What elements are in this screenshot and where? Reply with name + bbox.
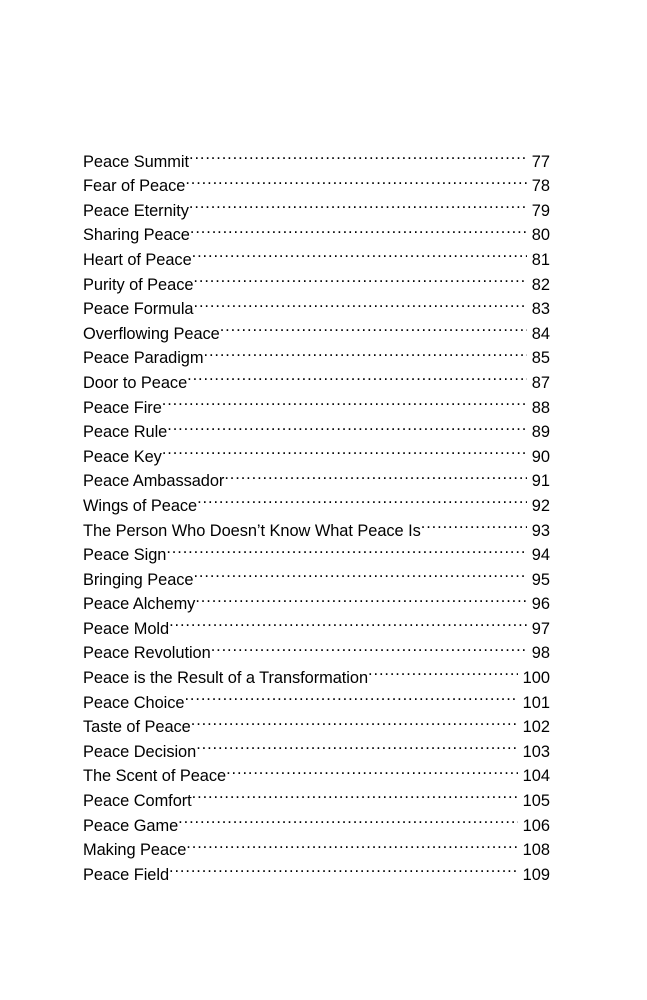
toc-dot-leader	[162, 437, 527, 462]
toc-entry-title: Peace Rule	[83, 423, 168, 442]
toc-entry-title: Overflowing Peace	[83, 324, 220, 343]
toc-dot-leader	[162, 388, 527, 413]
toc-entry-title: Peace Formula	[83, 300, 194, 319]
toc-dot-leader	[191, 708, 518, 733]
toc-dot-leader	[193, 560, 526, 585]
toc-entry-page-number: 90	[531, 447, 550, 466]
toc-entry-title: Bringing Peace	[83, 570, 194, 589]
toc-entry-title: Heart of Peace	[83, 250, 192, 269]
toc-dot-leader	[211, 634, 527, 659]
toc-entry-page-number: 102	[522, 718, 550, 737]
toc-entry-page-number: 100	[522, 669, 550, 688]
toc-entry-title: Peace Mold	[83, 619, 170, 638]
toc-dot-leader	[421, 511, 527, 536]
toc-entry-page-number: 88	[531, 398, 550, 417]
toc-entry-title: Purity of Peace	[83, 275, 194, 294]
toc-entry-title: Peace Choice	[83, 693, 185, 712]
toc-dot-leader	[192, 240, 527, 265]
toc-dot-leader	[226, 757, 518, 782]
toc-entry-page-number: 94	[531, 546, 550, 565]
toc-dot-leader	[184, 683, 517, 708]
toc-entry-page-number: 91	[531, 472, 550, 491]
toc-entry-page-number: 108	[522, 841, 550, 860]
toc-entry-title: Door to Peace	[83, 373, 188, 392]
toc-entry-page-number: 84	[531, 324, 550, 343]
toc-entry-page-number: 101	[522, 693, 550, 712]
toc-entry-page-number: 77	[531, 152, 550, 171]
toc-dot-leader	[193, 265, 526, 290]
toc-entry-title: Peace Eternity	[83, 201, 189, 220]
toc-entry-title: Peace is the Result of a Transformation	[83, 669, 369, 688]
toc-entry-page-number: 79	[531, 201, 550, 220]
toc-dot-leader	[195, 585, 526, 610]
toc-entry-title: Peace Alchemy	[83, 595, 196, 614]
toc-entry-page-number: 97	[531, 619, 550, 638]
toc-entry-title: Peace Game	[83, 816, 179, 835]
toc-dot-leader	[190, 216, 527, 241]
toc-entry-page-number: 78	[531, 177, 550, 196]
toc-entry-title: Taste of Peace	[83, 718, 191, 737]
toc-entry-title: The Scent of Peace	[83, 767, 227, 786]
toc-entry-title: Peace Summit	[83, 152, 189, 171]
toc-entry-page-number: 80	[531, 226, 550, 245]
toc-entry-title: Sharing Peace	[83, 226, 190, 245]
toc-entry-title: The Person Who Doesn’t Know What Peace Is	[83, 521, 421, 540]
toc-dot-leader	[167, 413, 527, 438]
toc-dot-leader	[368, 658, 518, 683]
toc-dot-leader	[194, 290, 527, 315]
toc-entry-page-number: 92	[531, 496, 550, 515]
toc-dot-leader	[197, 486, 527, 511]
toc-entry-title: Peace Key	[83, 447, 162, 466]
toc-entry-page-number: 81	[531, 250, 550, 269]
toc-dot-leader	[224, 462, 526, 487]
toc-entry-title: Peace Comfort	[83, 792, 192, 811]
toc-dot-leader	[192, 781, 518, 806]
toc-entry-page-number: 109	[522, 865, 550, 884]
toc-entry-page-number: 93	[531, 521, 550, 540]
toc-dot-leader	[189, 191, 527, 216]
toc-entry-page-number: 83	[531, 300, 550, 319]
toc-entry-title: Peace Ambassador	[83, 472, 225, 491]
toc-dot-leader	[203, 339, 526, 364]
toc-entry-title: Peace Field	[83, 865, 170, 884]
toc-entry-title: Making Peace	[83, 841, 187, 860]
toc-entry-page-number: 106	[522, 816, 550, 835]
toc-dot-leader	[187, 363, 527, 388]
toc-entry-title: Peace Sign	[83, 546, 167, 565]
toc-entry-page-number: 98	[531, 644, 550, 663]
toc-entry-page-number: 89	[531, 423, 550, 442]
table-of-contents-list	[83, 142, 550, 884]
toc-entry-title: Peace Fire	[83, 398, 162, 417]
toc-dot-leader	[189, 142, 527, 167]
toc-entry-title: Wings of Peace	[83, 496, 198, 515]
toc-dot-leader	[178, 806, 517, 831]
toc-entry-title: Peace Revolution	[83, 644, 211, 663]
toc-dot-leader	[169, 855, 518, 880]
toc-dot-leader	[196, 732, 517, 757]
toc-dot-leader	[169, 609, 527, 634]
toc-dot-leader	[185, 167, 526, 192]
toc-dot-leader	[220, 314, 527, 339]
toc-entry-title: Fear of Peace	[83, 177, 186, 196]
toc-entry-page-number: 87	[531, 373, 550, 392]
toc-entry-page-number: 105	[522, 792, 550, 811]
toc-entry-page-number: 103	[522, 742, 550, 761]
toc-entry[interactable]	[83, 142, 550, 171]
toc-entry-page-number: 104	[522, 767, 550, 786]
toc-entry-title: Peace Paradigm	[83, 349, 204, 368]
toc-entry-page-number: 85	[531, 349, 550, 368]
toc-entry-title: Peace Decision	[83, 742, 197, 761]
toc-dot-leader	[166, 536, 526, 561]
toc-entry-page-number: 95	[531, 570, 550, 589]
toc-entry-page-number: 96	[531, 595, 550, 614]
toc-entry-page-number: 82	[531, 275, 550, 294]
toc-dot-leader	[186, 831, 517, 856]
